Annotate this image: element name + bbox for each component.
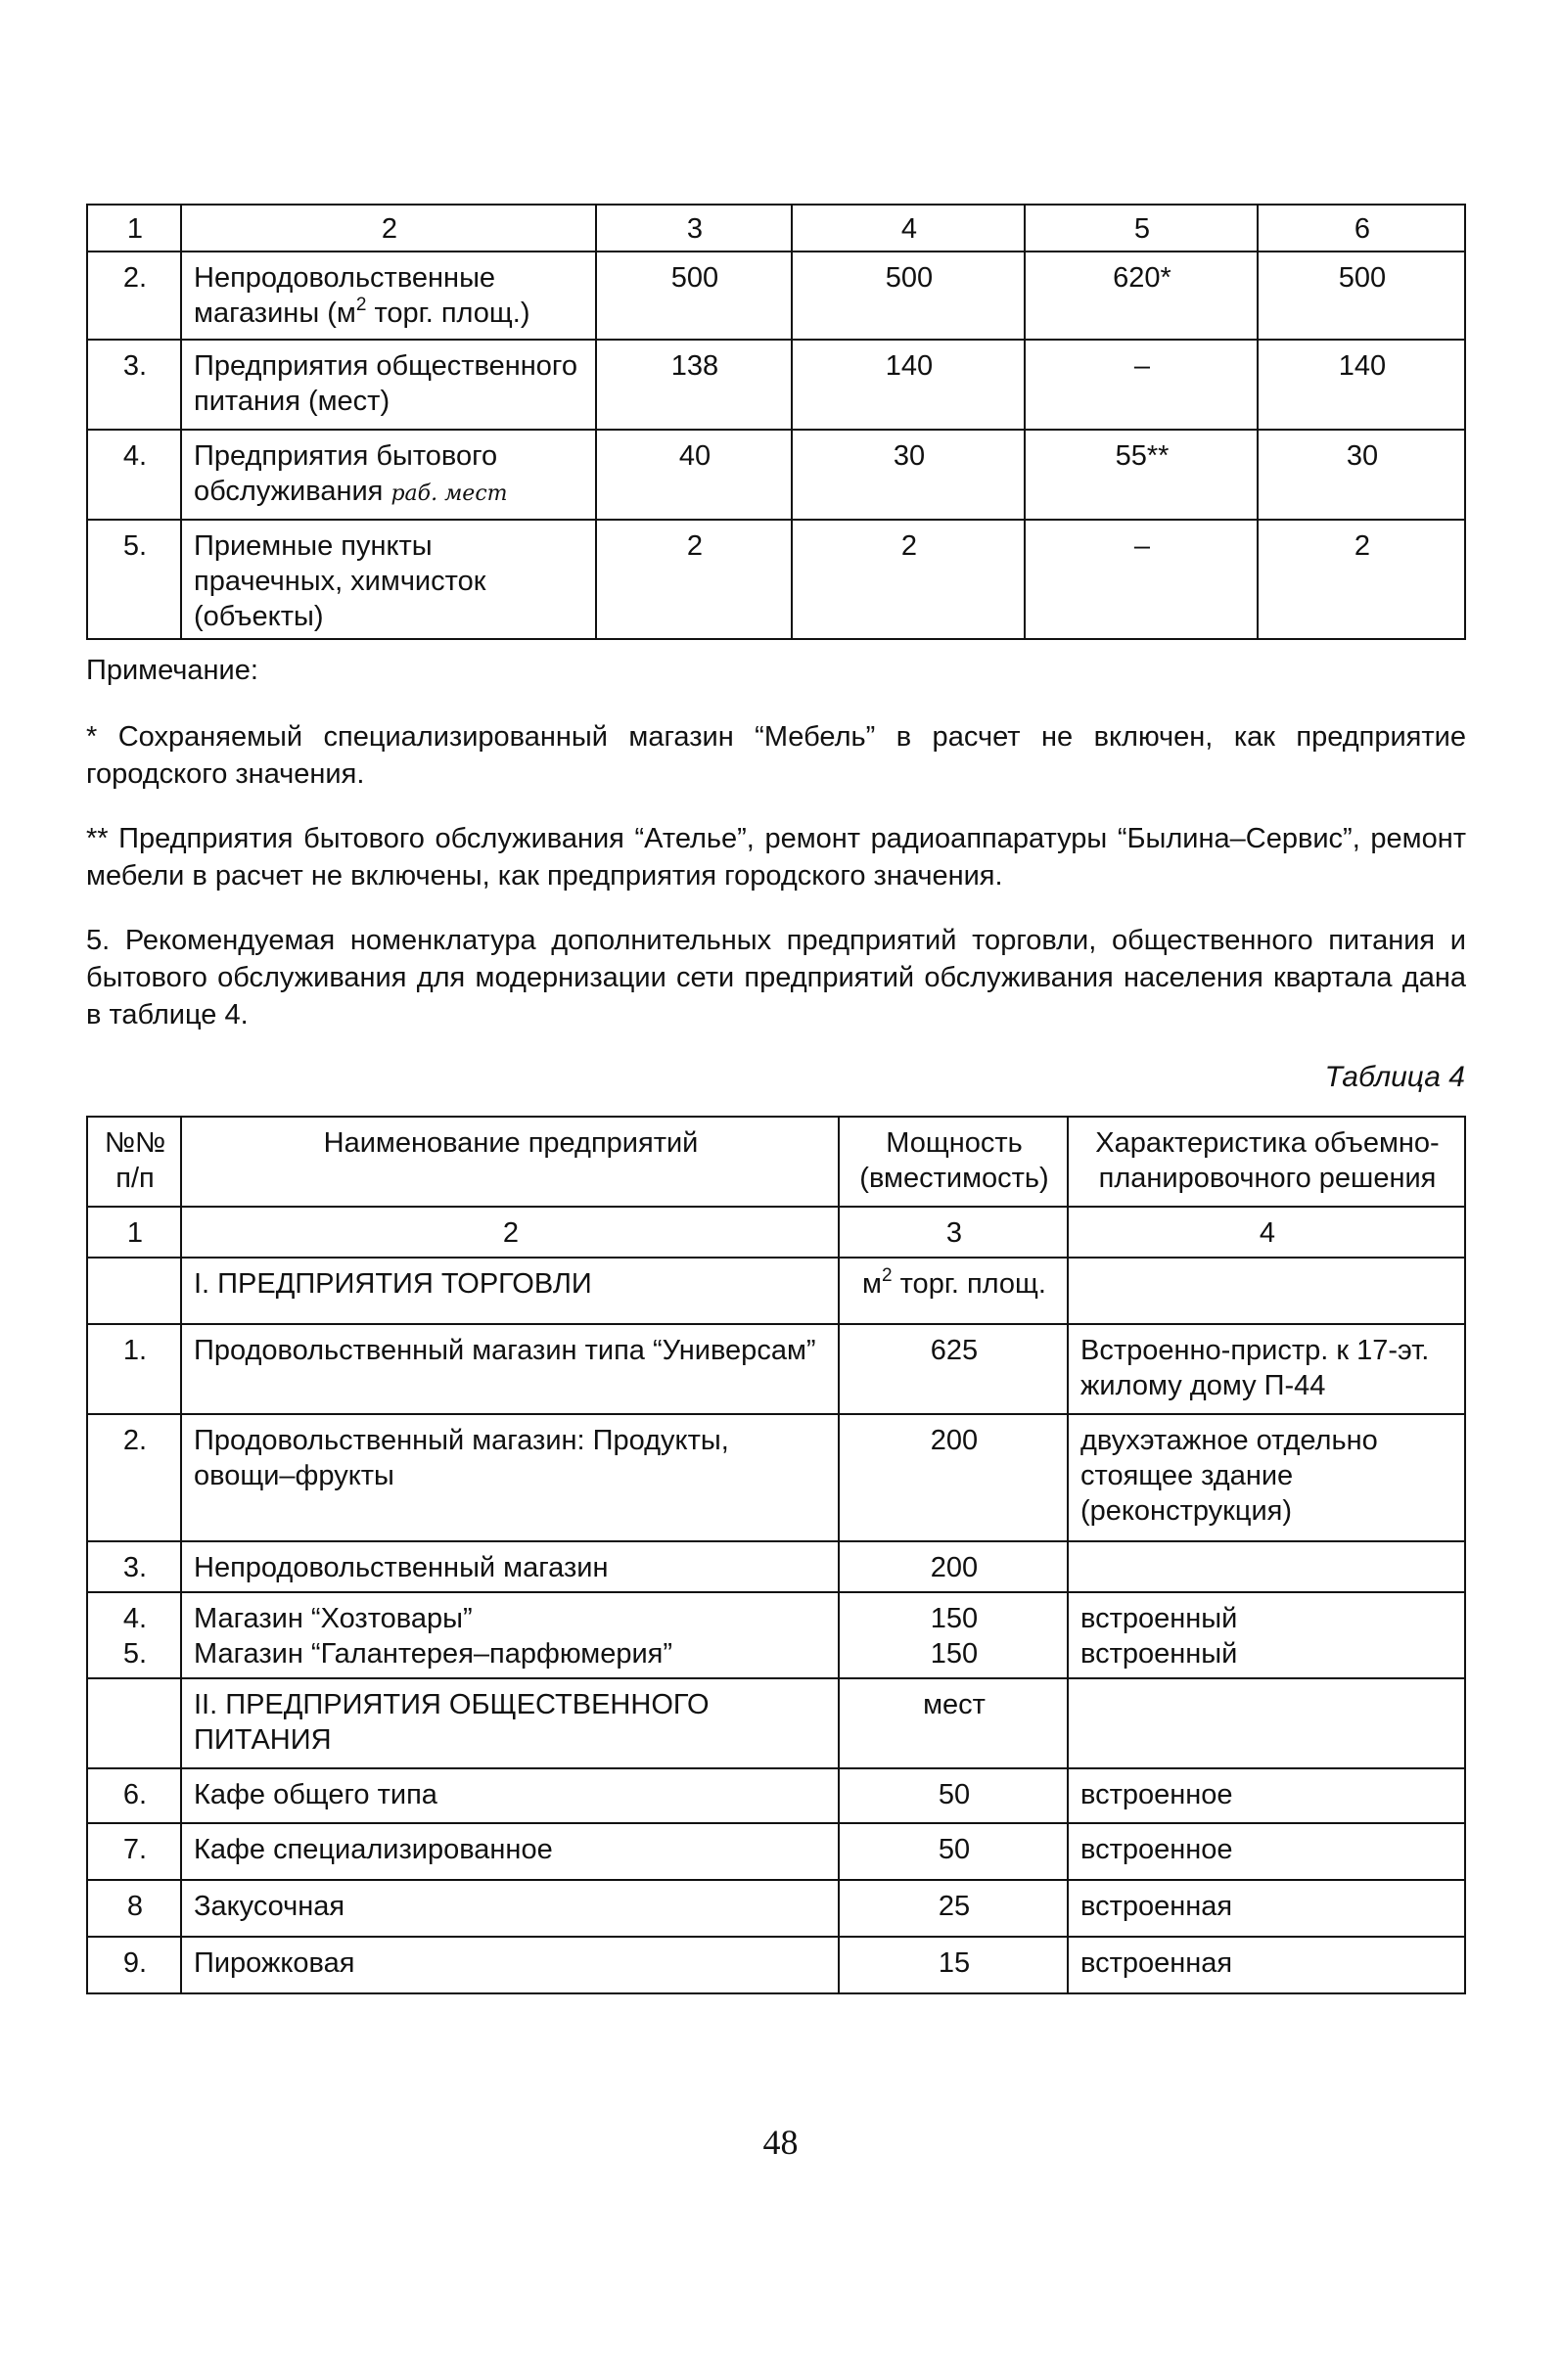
row-characteristic: встроенный встроенный (1068, 1592, 1465, 1678)
table-row (87, 340, 1465, 430)
row-characteristic: встроенное (1068, 1768, 1465, 1823)
row-name: Кафе общего типа (181, 1768, 839, 1823)
col-number: 4 (1068, 1207, 1465, 1258)
row-characteristic: встроенное (1068, 1823, 1465, 1880)
row-number: 5. (87, 520, 181, 639)
table-header-row (87, 205, 1465, 252)
continuation-table (86, 204, 1466, 640)
section-row (87, 1258, 1465, 1324)
row-number: 4. 5. (87, 1592, 181, 1678)
footnote-1: * Сохраняемый специализированный магазин “Мебель” в расчет не включен, как предприятие городского значения. (86, 721, 1466, 790)
table-row (87, 1592, 1465, 1678)
footnote-2: ** Предприятия бытового обслуживания “Ателье”, ремонт радиоаппаратуры “Былина–Сервис”, ремонт мебели в расчет не включены, как предприятия городского значения. (86, 823, 1466, 892)
handwritten-note: раб. мест (390, 481, 508, 506)
section-title: I. ПРЕДПРИЯТИЯ ТОРГОВЛИ (181, 1258, 839, 1324)
col-number: 2 (181, 1207, 839, 1258)
row-capacity: 200 (839, 1414, 1068, 1541)
row-name: Магазин “Хозтовары” Магазин “Галантерея–парфюмерия” (181, 1592, 839, 1678)
header-capacity: Мощность (вместимость) (839, 1117, 1068, 1207)
row-number: 6. (87, 1768, 181, 1823)
table-row (87, 1768, 1465, 1823)
cell-value: 138 (596, 340, 792, 430)
row-number: 2. (87, 1414, 181, 1541)
row-name: Непродовольственный магазин (181, 1541, 839, 1592)
col-number: 2 (181, 205, 596, 252)
col-number: 3 (839, 1207, 1068, 1258)
row-capacity: 50 (839, 1768, 1068, 1823)
row-number: 4. (87, 430, 181, 520)
row-characteristic: встроенная (1068, 1937, 1465, 1993)
section-title: II. ПРЕДПРИЯТИЯ ОБЩЕСТВЕННОГО ПИТАНИЯ (181, 1678, 839, 1768)
cell-value: 620* (1025, 252, 1258, 340)
cell-value: 2 (596, 520, 792, 639)
cell-value: – (1025, 520, 1258, 639)
row-name: Продовольственный магазин: Продукты, овощи–фрукты (181, 1414, 839, 1541)
header-name: Наименование предприятий (181, 1117, 839, 1207)
row-capacity: 200 (839, 1541, 1068, 1592)
table-row (87, 1541, 1465, 1592)
col-number: 1 (87, 1207, 181, 1258)
col-number: 1 (87, 205, 181, 252)
row-capacity: 15 (839, 1937, 1068, 1993)
row-name: Пирожковая (181, 1937, 839, 1993)
row-name: Кафе специализированное (181, 1823, 839, 1880)
row-name: Предприятия общественного питания (мест) (181, 340, 596, 430)
table-caption: Таблица 4 (1324, 1061, 1465, 1093)
cell-value: 30 (792, 430, 1025, 520)
cell-value: 140 (792, 340, 1025, 430)
row-number: 2. (87, 252, 181, 340)
row-name: Непродовольственные магазины ($м^2$ торг. площ.) (181, 252, 596, 340)
row-number: 7. (87, 1823, 181, 1880)
col-number: 4 (792, 205, 1025, 252)
table-4 (86, 1116, 1466, 1994)
section-row (87, 1678, 1465, 1768)
col-number: 6 (1258, 205, 1465, 252)
header-num: №№ п/п (87, 1117, 181, 1207)
page-number: 48 (762, 2123, 799, 2162)
row-number: 8 (87, 1880, 181, 1937)
row-characteristic: Встроенно-пристр. к 17-эт. жилому дому П-44 (1068, 1324, 1465, 1414)
cell-value: 140 (1258, 340, 1465, 430)
row-name: Приемные пункты прачечных, химчисток (объекты) (181, 520, 596, 639)
table-row (87, 1324, 1465, 1414)
cell-value: 30 (1258, 430, 1465, 520)
cell-value: 2 (792, 520, 1025, 639)
col-number: 3 (596, 205, 792, 252)
table-row (87, 1823, 1465, 1880)
row-characteristic (1068, 1541, 1465, 1592)
cell-value: 500 (596, 252, 792, 340)
row-capacity: 50 (839, 1823, 1068, 1880)
table-header-row (87, 1117, 1465, 1207)
section-unit: $м^2$ торг. площ. (839, 1258, 1068, 1324)
row-number: 3. (87, 340, 181, 430)
note-title: Примечание: (86, 655, 258, 686)
table-row (87, 252, 1465, 340)
row-capacity: 625 (839, 1324, 1068, 1414)
header-characteristic: Характеристика объемно-планировочного решения (1068, 1117, 1465, 1207)
row-capacity: 150 150 (839, 1592, 1068, 1678)
cell-value: 500 (792, 252, 1025, 340)
cell-value: 55** (1025, 430, 1258, 520)
cell-value: – (1025, 340, 1258, 430)
table-row (87, 1937, 1465, 1993)
column-number-row (87, 1207, 1465, 1258)
row-number: 3. (87, 1541, 181, 1592)
table-row (87, 430, 1465, 520)
row-characteristic: встроенная (1068, 1880, 1465, 1937)
cell-value: 2 (1258, 520, 1465, 639)
cell-value: 500 (1258, 252, 1465, 340)
table-row (87, 1414, 1465, 1541)
row-name: Предприятия бытового обслуживания раб. мест (181, 430, 596, 520)
row-characteristic: двухэтажное отдельно стоящее здание (реконструкция) (1068, 1414, 1465, 1541)
section-unit: мест (839, 1678, 1068, 1768)
row-capacity: 25 (839, 1880, 1068, 1937)
cell-value: 40 (596, 430, 792, 520)
row-name: Продовольственный магазин типа “Универсам” (181, 1324, 839, 1414)
row-number: 9. (87, 1937, 181, 1993)
row-name: Закусочная (181, 1880, 839, 1937)
row-number: 1. (87, 1324, 181, 1414)
col-number: 5 (1025, 205, 1258, 252)
table-row (87, 1880, 1465, 1937)
paragraph-5: 5. Рекомендуемая номенклатура дополнительных предприятий торговли, общественного питания и бытового обслуживания для модернизации сети предприятий обслуживания населения квартала дана в таблице 4. (86, 925, 1466, 1030)
table-row (87, 520, 1465, 639)
